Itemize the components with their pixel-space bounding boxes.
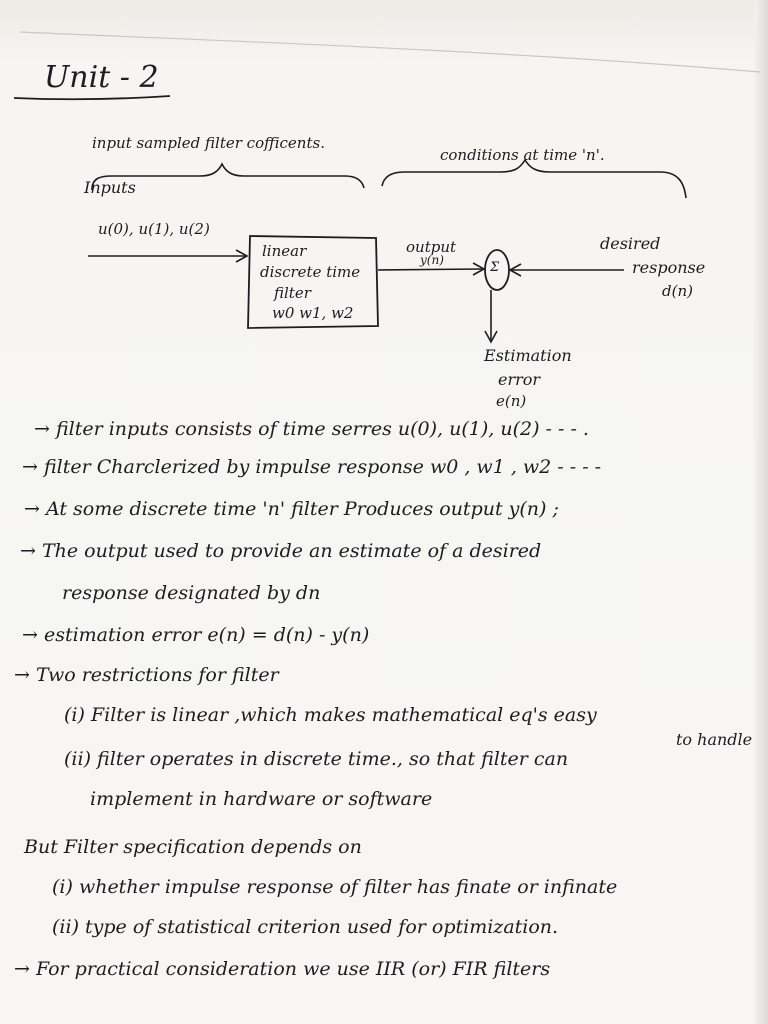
output-label: output <box>406 238 457 256</box>
note-line: → The output used to provide an estimate of a desired <box>20 540 542 562</box>
note-line: But Filter specification depends on <box>24 836 362 858</box>
error-symbol: e(n) <box>496 392 527 410</box>
note-line: (i) Filter is linear ,which makes mathematical eq's easy <box>64 704 597 726</box>
note-line: → Two restrictions for filter <box>14 664 279 686</box>
brace-left-label: input sampled filter cofficents. <box>92 134 325 152</box>
note-line: (ii) type of statistical criterion used for optimization. <box>52 916 559 938</box>
note-line: response designated by dn <box>62 582 321 604</box>
desired-label: desired <box>600 234 661 253</box>
page-title: Unit - 2 <box>44 60 159 95</box>
note-line: to handle <box>676 730 753 749</box>
output-symbol: y(n) <box>420 253 444 267</box>
note-line: → At some discrete time 'n' filter Produces output y(n) ; <box>24 498 559 520</box>
note-line: (ii) filter operates in discrete time., so that filter can <box>64 748 569 770</box>
filter-box-line3: filter <box>274 284 311 302</box>
filter-box-line2: discrete time <box>260 263 361 281</box>
brace-right-label: conditions at time 'n'. <box>440 146 605 164</box>
filter-box-line4: w0 w1, w2 <box>272 304 354 322</box>
brace-right <box>382 160 686 198</box>
note-line: → estimation error e(n) = d(n) - y(n) <box>22 624 370 646</box>
desired-label-2: response <box>632 258 706 277</box>
desired-symbol: d(n) <box>662 282 693 300</box>
note-line: → filter inputs consists of time serres u(0), u(1), u(2) - - - . <box>34 418 589 440</box>
filter-box-line1: linear <box>262 242 307 260</box>
error-label: error <box>498 370 541 389</box>
inputs-label: Inputs <box>84 178 136 197</box>
note-line: → For practical consideration we use IIR (or) FIR filters <box>14 958 551 980</box>
note-line: (i) whether impulse response of filter has finate or infinate <box>52 876 618 898</box>
note-line: → filter Charclerized by impulse response w0 , w1 , w2 - - - - <box>22 456 602 478</box>
note-line: implement in hardware or software <box>90 788 433 810</box>
title-underline <box>14 96 170 99</box>
inputs-values: u(0), u(1), u(2) <box>98 220 210 238</box>
summing-symbol: Σ <box>490 260 500 275</box>
estimation-label: Estimation <box>484 346 572 365</box>
